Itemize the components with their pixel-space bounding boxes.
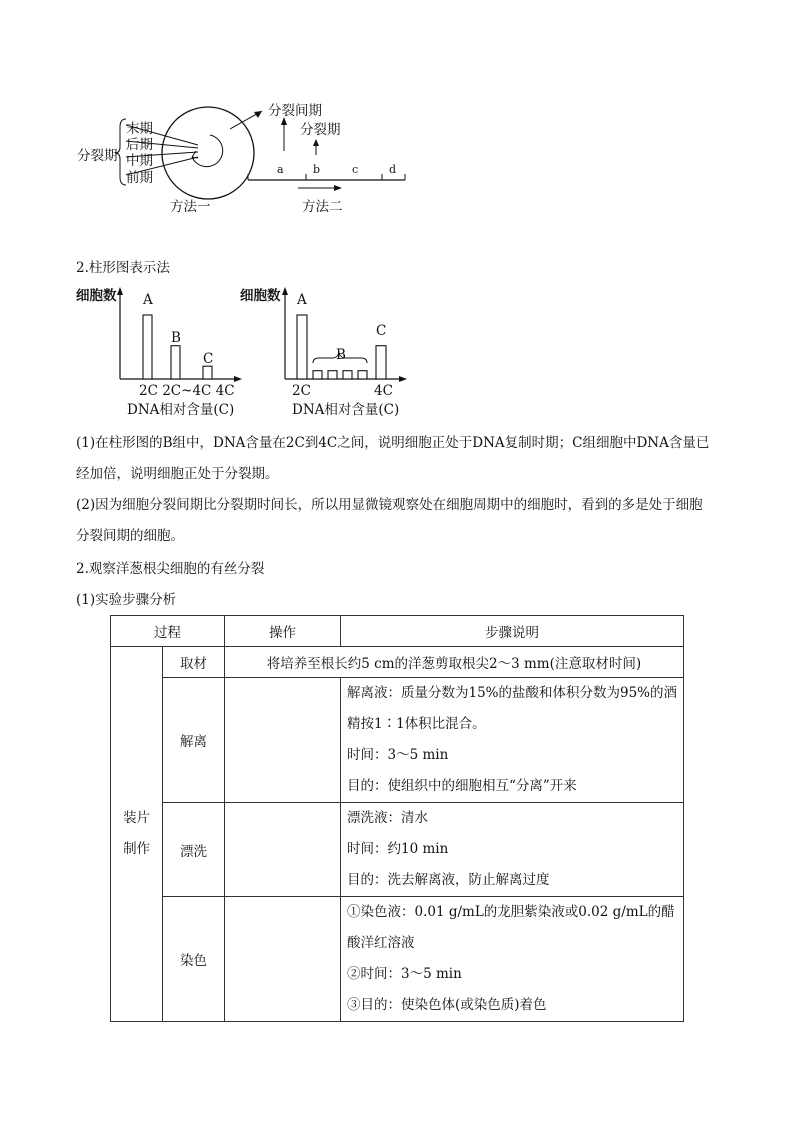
phase-label-anaphase: 后期 bbox=[126, 137, 153, 153]
desc-line: ①染色液：0.01 g/mL的龙胆紫染液或0.02 g/mL的醋 bbox=[346, 904, 675, 920]
left-xlabel: DNA相对含量(C) bbox=[127, 402, 235, 418]
description-rinsing bbox=[340, 803, 683, 897]
header-operation: 操作 bbox=[224, 616, 340, 647]
step-staining: 染色 bbox=[163, 897, 225, 1022]
table-row bbox=[111, 678, 684, 803]
description-dissociation bbox=[340, 678, 683, 803]
point-c: c bbox=[352, 163, 359, 176]
paragraph-2-line-2: 分裂间期的细胞。 bbox=[76, 528, 184, 544]
right-bar-label-b: B bbox=[336, 347, 346, 363]
group-label-slide-prep bbox=[111, 647, 163, 1022]
x-axis-arrowhead bbox=[399, 376, 407, 382]
desc-line: 解离液：质量分数为15%的盐酸和体积分数为95%的酒 bbox=[346, 685, 677, 701]
sampling-description: 将培养至根长约5 cm的洋葱剪取根尖2～3 mm(注意取材时间) bbox=[224, 647, 683, 678]
point-d: d bbox=[389, 163, 397, 176]
header-process: 过程 bbox=[111, 616, 225, 647]
group-label-line-2: 制作 bbox=[123, 841, 151, 857]
left-xticks: 2C 2C~4C 4C bbox=[139, 383, 235, 399]
y-axis-arrowhead bbox=[117, 287, 123, 295]
direction-arrowhead bbox=[334, 185, 342, 191]
right-bar-label-c: C bbox=[376, 323, 387, 339]
left-ylabel: 细胞数 bbox=[76, 288, 117, 304]
section-heading-observation: 2.观察洋葱根尖细胞的有丝分裂 bbox=[76, 561, 265, 577]
group-label-line-1: 装片 bbox=[123, 810, 151, 826]
desc-line: ③目的：使染色体(或染色质)着色 bbox=[346, 997, 547, 1013]
step-dissociation: 解离 bbox=[163, 678, 225, 803]
paragraph-2-line-1: (2)因为细胞分裂间期比分裂期时间长，所以用显微镜观察处在细胞周期中的细胞时，看到的多是处于细胞 bbox=[76, 497, 703, 513]
desc-line: 目的：洗去解离液，防止解离过度 bbox=[346, 872, 550, 888]
desc-line: 目的：使组织中的细胞相互“分离”开来 bbox=[346, 778, 577, 794]
desc-line: 酸洋红溶液 bbox=[346, 935, 415, 951]
right-ylabel: 细胞数 bbox=[240, 288, 281, 304]
bar bbox=[313, 371, 322, 379]
left-bar-label-c: C bbox=[203, 351, 214, 367]
division-arrowhead bbox=[313, 139, 319, 146]
method-two-label: 方法二 bbox=[302, 199, 343, 215]
bar bbox=[297, 315, 307, 379]
division-label: 分裂期 bbox=[77, 148, 118, 164]
cell-cycle-diagram bbox=[70, 95, 420, 220]
table-header-row bbox=[111, 616, 684, 647]
table-row bbox=[111, 647, 684, 678]
steps-table bbox=[110, 615, 684, 1022]
right-xlabel: DNA相对含量(C) bbox=[292, 402, 400, 418]
bar bbox=[358, 371, 367, 379]
operation-staining bbox=[224, 897, 340, 1022]
bar-B bbox=[171, 346, 180, 379]
paragraph-1 bbox=[76, 428, 736, 490]
right-bar-label-a: A bbox=[297, 292, 307, 308]
phase-label-prophase: 前期 bbox=[126, 170, 153, 186]
cycle-circle bbox=[162, 107, 254, 199]
header-description: 步骤说明 bbox=[340, 616, 683, 647]
phase-label-metaphase: 中期 bbox=[126, 153, 153, 169]
desc-line: ②时间：3～5 min bbox=[346, 966, 462, 982]
point-a: a bbox=[277, 163, 284, 176]
interphase-label: 分裂间期 bbox=[268, 103, 322, 119]
paragraph-1-line-1: (1)在柱形图的B组中，DNA含量在2C到4C之间，说明细胞正处于DNA复制时期；C组细胞中DNA含量已 bbox=[76, 435, 710, 451]
description-staining bbox=[340, 897, 683, 1022]
right-x-2c: 2C bbox=[292, 383, 311, 399]
section-heading-bar-chart: 2.柱形图表示法 bbox=[76, 260, 170, 276]
operation-rinsing bbox=[224, 803, 340, 897]
desc-line: 时间：约10 min bbox=[346, 841, 449, 857]
table-row bbox=[111, 897, 684, 1022]
left-bar-label-a: A bbox=[143, 292, 153, 308]
step-sampling: 取材 bbox=[163, 647, 225, 678]
right-x-4c: 4C bbox=[374, 383, 393, 399]
point-b: b bbox=[313, 163, 321, 176]
left-bar-label-b: B bbox=[171, 330, 181, 346]
method-one-label: 方法一 bbox=[170, 199, 211, 215]
cycle-arrow-arc bbox=[192, 135, 223, 167]
bar bbox=[343, 371, 352, 379]
desc-line: 漂洗液：清水 bbox=[346, 810, 428, 826]
desc-line: 精按1∶1体积比混合。 bbox=[346, 716, 486, 732]
bar bbox=[376, 346, 386, 379]
phase-label-telophase: 末期 bbox=[126, 121, 153, 137]
step-rinsing: 漂洗 bbox=[163, 803, 225, 897]
y-axis-arrowhead bbox=[282, 287, 288, 295]
bar-A bbox=[143, 315, 152, 379]
subheading-steps: (1)实验步骤分析 bbox=[76, 592, 177, 608]
desc-line: 时间：3～5 min bbox=[346, 747, 449, 763]
division-phase-label: 分裂期 bbox=[300, 122, 341, 138]
operation-dissociation bbox=[224, 678, 340, 803]
table-row bbox=[111, 803, 684, 897]
bar bbox=[328, 371, 337, 379]
paragraph-1-line-2: 经加倍，说明细胞正处于分裂期。 bbox=[76, 466, 279, 482]
paragraph-2 bbox=[76, 490, 736, 552]
